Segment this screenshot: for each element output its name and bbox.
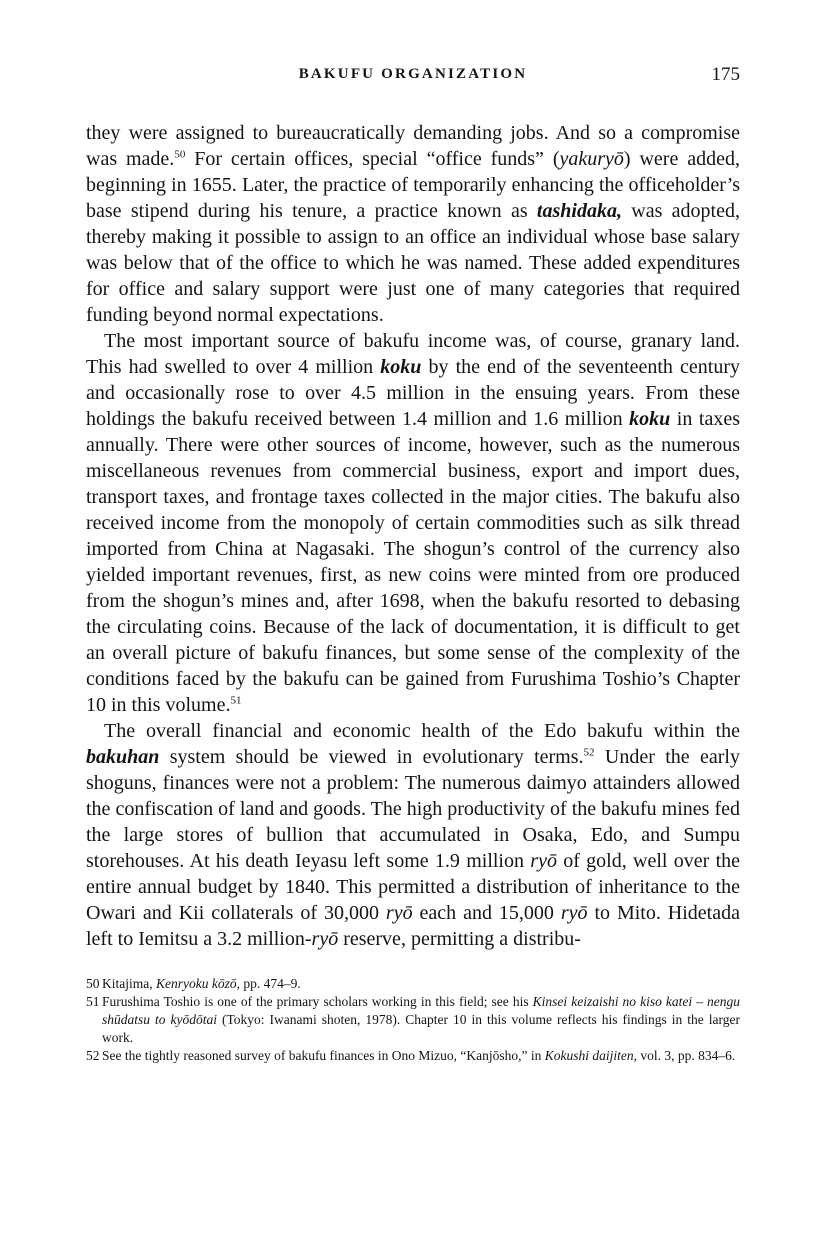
footnote-text <box>102 1047 740 1065</box>
text-run: The overall financial and economic health of the Edo bakufu within the <box>104 720 740 742</box>
text-run: Furushima Toshio is one of the primary scholars working in this field; see his <box>102 994 533 1009</box>
text-run: to Mito. Hidetada left to Iemitsu a 3.2 million- <box>86 902 740 950</box>
text-run: vol. 3, pp. 834–6. <box>637 1048 736 1063</box>
running-header <box>86 66 740 96</box>
footnote-text <box>102 975 740 993</box>
italic-term: ryō <box>311 928 339 950</box>
text-run: of gold, well over the entire annual budget by 1840. This permitted a distribution of inheritance to the Owari and Kii collaterals of 30,000 <box>86 850 740 924</box>
italic-term: ryō <box>385 902 413 924</box>
footnote-text <box>102 993 740 1047</box>
text-run: (Tokyo: Iwanami shoten, 1978). Chapter 10 in this volume reflects his findings in the larger work. <box>102 1012 740 1045</box>
page-number: 175 <box>711 64 740 85</box>
paragraph <box>86 328 740 718</box>
paragraph <box>86 120 740 328</box>
footnote-ref: 51 <box>230 694 242 707</box>
italic-term: Kokushi daijiten, <box>544 1048 638 1063</box>
text-run: Kitajima, <box>102 976 156 991</box>
footnote-number: 50 <box>86 976 100 991</box>
text-run: they were assigned to bureaucratically demanding jobs. And so a compromise was made. <box>86 122 740 170</box>
italic-term: ryō <box>530 850 557 872</box>
italic-term: ryō <box>560 902 588 924</box>
footnote-number: 52 <box>86 1048 100 1063</box>
footnote <box>86 993 740 1047</box>
text-run: pp. 474–9. <box>239 976 301 991</box>
footnote <box>86 975 740 993</box>
emphasized-term: koku <box>629 408 671 430</box>
text-run: each and 15,000 <box>412 902 561 924</box>
emphasized-term: koku <box>380 356 422 378</box>
footnote <box>86 1047 740 1065</box>
text-run: Under the early shoguns, finances were not a problem: The numerous daimyo attainders allowed the confiscation of land and goods. The high productivity of the bakufu mines fed the large stores of bullion that accumulated in Osaka, Edo, and Sumpu storehouses. At his death Ieyasu left some 1.9 million <box>86 746 740 872</box>
footnotes <box>86 975 740 1065</box>
footnote-ref: 52 <box>583 746 595 759</box>
running-title: BAKUFU ORGANIZATION <box>298 66 528 82</box>
text-run: ) were added, beginning in 1655. Later, the practice of temporarily enhancing the officeholder’s base stipend during his tenure, a practice known as <box>86 148 740 222</box>
emphasized-term: bakuhan <box>86 746 160 768</box>
text-run: was adopted, thereby making it possible to assign to an office an individual whose base salary was below that of the office to which he was named. These added expenditures for office and salary support were just one of many categories that required funding beyond normal expectations. <box>86 200 740 326</box>
page <box>86 66 740 1065</box>
text-run: For certain offices, special “office funds” ( <box>185 148 560 170</box>
emphasized-term: tashidaka, <box>536 200 622 222</box>
footnote-ref: 50 <box>174 148 186 161</box>
italic-term: Kinsei keizaishi no kiso katei – nengu shūdatsu to kyōdōtai <box>102 994 741 1027</box>
text-run: See the tightly reasoned survey of bakufu finances in Ono Mizuo, “Kanjōsho,” in <box>102 1048 545 1063</box>
text-run: system should be viewed in evolutionary terms. <box>159 746 584 768</box>
text-run: in taxes annually. There were other sources of income, however, such as the numerous miscellaneous revenues from commercial business, export and import dues, transport taxes, and frontage taxes collected in the major cities. The bakufu also received income from the monopoly of certain commodities such as silk thread imported from China at Nagasaki. The shogun’s control of the currency also yielded important revenues, first, as new coins were minted from ore produced from the shogun’s mines and, after 1698, when the bakufu resorted to debasing the circulating coins. Because of the lack of documentation, it is difficult to get an overall picture of bakufu finances, but some sense of the complexity of the conditions faced by the bakufu can be gained from Furushima Toshio’s Chapter 10 in this volume. <box>86 408 740 716</box>
italic-term: yakuryō <box>559 148 624 170</box>
paragraph <box>86 718 740 952</box>
footnote-number: 51 <box>86 994 100 1009</box>
text-run: The most important source of bakufu income was, of course, granary land. This had swelled to over 4 million <box>86 330 740 378</box>
text-run: reserve, permitting a distribu- <box>338 928 581 950</box>
text-run: by the end of the seventeenth century and occasionally rose to over 4.5 million in the ensuing years. From these holdings the bakufu received between 1.4 million and 1.6 million <box>86 356 740 430</box>
italic-term: Kenryoku kōzō, <box>156 976 240 991</box>
body-text <box>86 120 740 952</box>
